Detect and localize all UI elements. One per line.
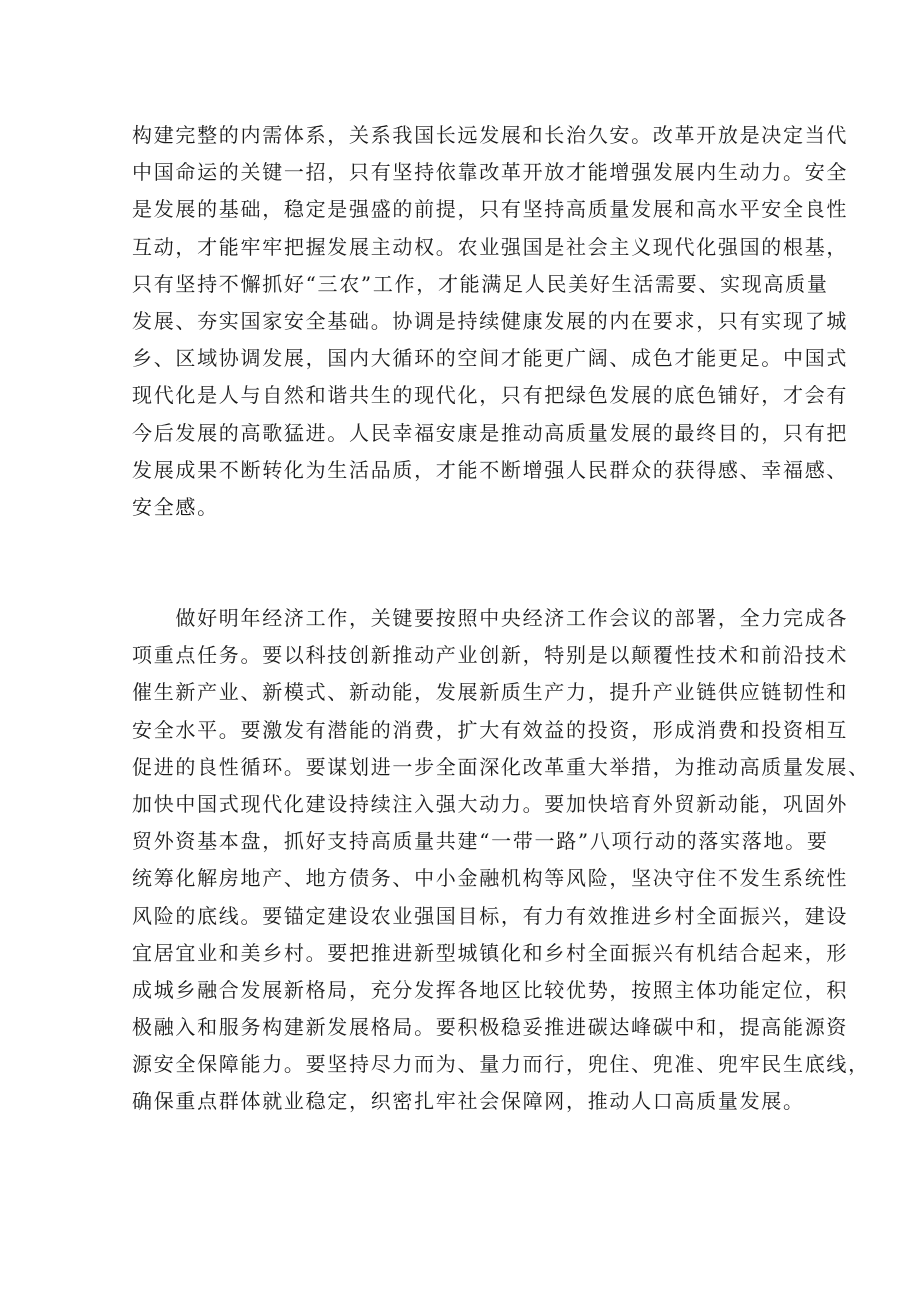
text-line: 乡、区域协调发展，国内大循环的空间才能更广阔、成色才能更足。中国式 bbox=[132, 346, 849, 371]
text-line: 今后发展的高歌猛进。人民幸福安康是推动高质量发展的最终目的，只有把 bbox=[132, 420, 849, 445]
text-line: 加快中国式现代化建设持续注入强大动力。要加快培育外贸新动能，巩固外 bbox=[132, 791, 849, 816]
text-line: 统筹化解房地产、地方债务、中小金融机构等风险，坚决守住不发生系统性 bbox=[132, 866, 849, 891]
text-line: 极融入和服务构建新发展格局。要积极稳妥推进碳达峰碳中和，提高能源资 bbox=[132, 1015, 849, 1040]
text-line: 做好明年经济工作，关键要按照中央经济工作会议的部署，全力完成各 bbox=[132, 606, 849, 630]
text-line: 成城乡融合发展新格局，充分发挥各地区比较优势，按照主体功能定位，积 bbox=[132, 977, 849, 1002]
text-line: 项重点任务。要以科技创新推动产业创新，特别是以颠覆性技术和前沿技术 bbox=[132, 643, 849, 668]
text-line: 安全感。 bbox=[132, 494, 219, 519]
text-line: 确保重点群体就业稳定，织密扎牢社会保障网，推动人口高质量发展。 bbox=[132, 1089, 805, 1114]
text-line: 是发展的基础，稳定是强盛的前提，只有坚持高质量发展和高水平安全良性 bbox=[132, 197, 849, 222]
text-line: 现代化是人与自然和谐共生的现代化，只有把绿色发展的底色铺好，才会有 bbox=[132, 383, 849, 408]
text-line: 促进的良性循环。要谋划进一步全面深化改革重大举措，为推动高质量发展、 bbox=[132, 754, 870, 779]
text-line: 贸外资基本盘，抓好支持高质量共建“一带一路”八项行动的落实落地。要 bbox=[132, 829, 829, 854]
text-line: 安全水平。要激发有潜能的消费，扩大有效益的投资，形成消费和投资相互 bbox=[132, 717, 849, 742]
paragraph-1 bbox=[132, 117, 849, 526]
text-line: 构建完整的内需体系，关系我国长远发展和长治久安。改革开放是决定当代 bbox=[132, 123, 849, 147]
text-line: 互动，才能牢牢把握发展主动权。农业强国是社会主义现代化强国的根基， bbox=[132, 234, 849, 259]
text-line: 中国命运的关键一招，只有坚持依靠改革开放才能增强发展内生动力。安全 bbox=[132, 160, 849, 185]
paragraph-2 bbox=[132, 600, 870, 1121]
text-line: 风险的底线。要锚定建设农业强国目标，有力有效推进乡村全面振兴，建设 bbox=[132, 903, 849, 928]
text-line: 只有坚持不懈抓好“三农”工作，才能满足人民美好生活需要、实现高质量 bbox=[132, 271, 829, 296]
text-line: 宜居宜业和美乡村。要把推进新型城镇化和乡村全面振兴有机结合起来，形 bbox=[132, 940, 849, 965]
text-line: 发展、夯实国家安全基础。协调是持续健康发展的内在要求，只有实现了城 bbox=[132, 308, 849, 333]
text-line: 发展成果不断转化为生活品质，才能不断增强人民群众的获得感、幸福感、 bbox=[132, 457, 849, 482]
text-line: 源安全保障能力。要坚持尽力而为、量力而行，兜住、兜准、兜牢民生底线， bbox=[132, 1052, 870, 1077]
text-line: 催生新产业、新模式、新动能，发展新质生产力，提升产业链供应链韧性和 bbox=[132, 680, 849, 705]
